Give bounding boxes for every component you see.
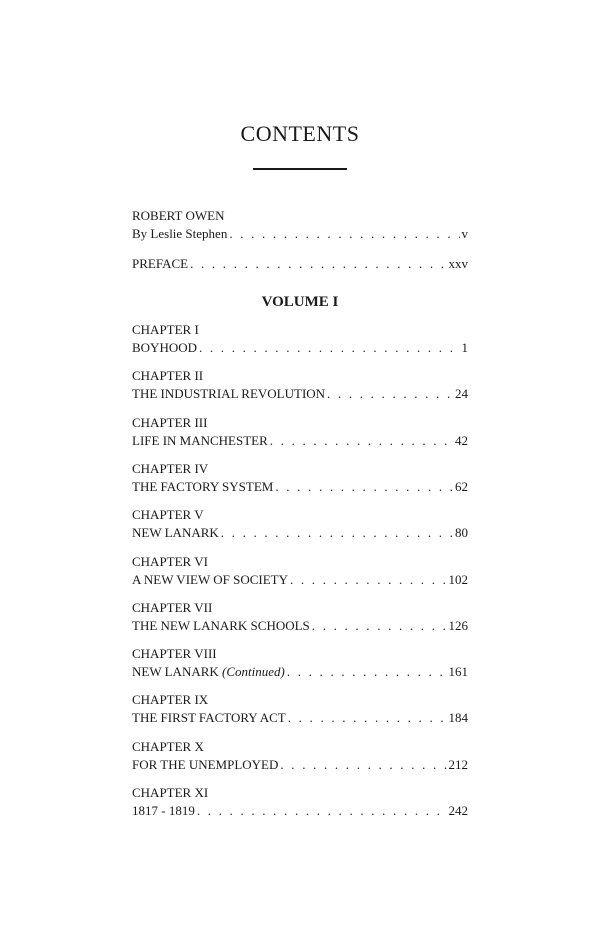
toc-entry-line xyxy=(132,524,468,542)
toc-entry-title: LIFE IN MANCHESTER xyxy=(132,433,268,448)
toc-entry-heading: CHAPTER I xyxy=(132,322,199,337)
toc-entry-line xyxy=(132,255,468,273)
toc-entry-line xyxy=(132,709,468,727)
toc-entry-line xyxy=(132,802,468,820)
toc-entry-chapter[interactable] xyxy=(132,553,468,589)
dot-leader xyxy=(197,802,447,820)
toc-entry-heading: CHAPTER VI xyxy=(132,554,208,569)
toc-entry-heading: CHAPTER III xyxy=(132,415,208,430)
toc-entry-title-wrap xyxy=(132,339,197,357)
toc-entry-page: 102 xyxy=(448,572,468,587)
toc-entry-heading: CHAPTER XI xyxy=(132,785,209,800)
dot-leader xyxy=(287,663,447,681)
toc-entry-preface[interactable] xyxy=(132,255,468,273)
toc-entry-chapter[interactable] xyxy=(132,599,468,635)
dot-leader xyxy=(288,709,447,727)
toc-entry-heading: CHAPTER X xyxy=(132,739,204,754)
toc-entry-chapter[interactable] xyxy=(132,321,468,357)
toc-entry-chapter[interactable] xyxy=(132,460,468,496)
toc-entry-heading: CHAPTER IV xyxy=(132,461,209,476)
toc-entry-page: 42 xyxy=(455,433,468,448)
dot-leader xyxy=(270,432,453,450)
toc-entry-title: NEW LANARK xyxy=(132,664,219,679)
toc-entry-heading: CHAPTER VIII xyxy=(132,646,217,661)
toc-entry-title: FOR THE UNEMPLOYED xyxy=(132,757,279,772)
toc-entry-title: 1817 - 1819 xyxy=(132,803,195,818)
toc-entry-title: PREFACE xyxy=(132,256,189,271)
toc-entry-title-wrap xyxy=(132,385,325,403)
dot-leader xyxy=(199,339,460,357)
toc-entry-page: 126 xyxy=(448,618,468,633)
toc-entry-title: THE NEW LANARK SCHOOLS xyxy=(132,618,310,633)
toc-entry-page: 161 xyxy=(448,664,468,679)
toc-entry-heading: CHAPTER VII xyxy=(132,600,213,615)
dot-leader xyxy=(221,524,453,542)
toc-entry-title: THE INDUSTRIAL REVOLUTION xyxy=(132,386,326,401)
toc-entry-line xyxy=(132,617,468,635)
toc-entry-line xyxy=(132,339,468,357)
toc-entry-chapter[interactable] xyxy=(132,414,468,450)
dot-leader xyxy=(190,255,446,273)
toc-entry-heading: ROBERT OWEN xyxy=(132,208,225,223)
toc-entry-title-wrap xyxy=(132,571,288,589)
toc-entry-page: 24 xyxy=(455,386,468,401)
toc-entry-heading: CHAPTER V xyxy=(132,507,204,522)
toc-entry-title-italic: (Continued) xyxy=(222,664,285,679)
toc-entry-line xyxy=(132,478,468,496)
dot-leader xyxy=(327,385,453,403)
toc-entry-page: 80 xyxy=(455,525,468,540)
toc-entry-robert-owen[interactable] xyxy=(132,207,468,243)
toc-entry-title-wrap xyxy=(132,432,268,450)
toc-entry-chapter[interactable] xyxy=(132,506,468,542)
toc-entry-heading: CHAPTER II xyxy=(132,368,204,383)
toc-entry-title: By Leslie Stephen xyxy=(132,226,228,241)
toc-entry-page: xxv xyxy=(448,256,468,271)
toc-entry-title: NEW LANARK xyxy=(132,525,219,540)
toc-entry-page: 212 xyxy=(448,757,468,772)
toc-entry-title: THE FACTORY SYSTEM xyxy=(132,479,274,494)
toc-entry-chapter[interactable] xyxy=(132,784,468,820)
toc-entry-page: 1 xyxy=(461,340,468,355)
toc-entry-chapter[interactable] xyxy=(132,367,468,403)
dot-leader xyxy=(275,478,453,496)
dot-leader xyxy=(229,225,459,243)
toc-entry-line xyxy=(132,225,468,243)
page-title: CONTENTS xyxy=(240,121,360,146)
toc-entry-title-wrap xyxy=(132,802,195,820)
toc-entry-page: v xyxy=(461,226,468,241)
toc-entry-line xyxy=(132,756,468,774)
toc-entry-title: BOYHOOD xyxy=(132,340,197,355)
toc-entry-title: THE FIRST FACTORY ACT xyxy=(132,710,286,725)
toc-entry-heading: CHAPTER IX xyxy=(132,692,209,707)
toc-entry-chapter[interactable] xyxy=(132,645,468,681)
dot-leader xyxy=(290,571,447,589)
toc-entry-chapter[interactable] xyxy=(132,738,468,774)
toc-entry-line xyxy=(132,663,468,681)
toc-entry-title-wrap xyxy=(132,478,273,496)
toc-entry-line xyxy=(132,571,468,589)
toc-entry-title: A NEW VIEW OF SOCIETY xyxy=(132,572,288,587)
toc-entry-page: 62 xyxy=(455,479,468,494)
toc-entry-page: 242 xyxy=(448,803,468,818)
toc-entry-page: 184 xyxy=(448,710,468,725)
toc-entry-title-wrap xyxy=(132,709,286,727)
toc-entry-title-wrap xyxy=(132,663,285,681)
toc-entry-title-wrap xyxy=(132,524,219,542)
toc-entry-title-wrap xyxy=(132,617,310,635)
toc-entry-line xyxy=(132,432,468,450)
title-underline xyxy=(253,168,347,170)
dot-leader xyxy=(312,617,447,635)
toc-entry-title-wrap xyxy=(132,756,278,774)
volume-heading: VOLUME I xyxy=(261,294,339,310)
dot-leader xyxy=(280,756,446,774)
toc-entry-chapter[interactable] xyxy=(132,691,468,727)
toc-entry-line xyxy=(132,385,468,403)
